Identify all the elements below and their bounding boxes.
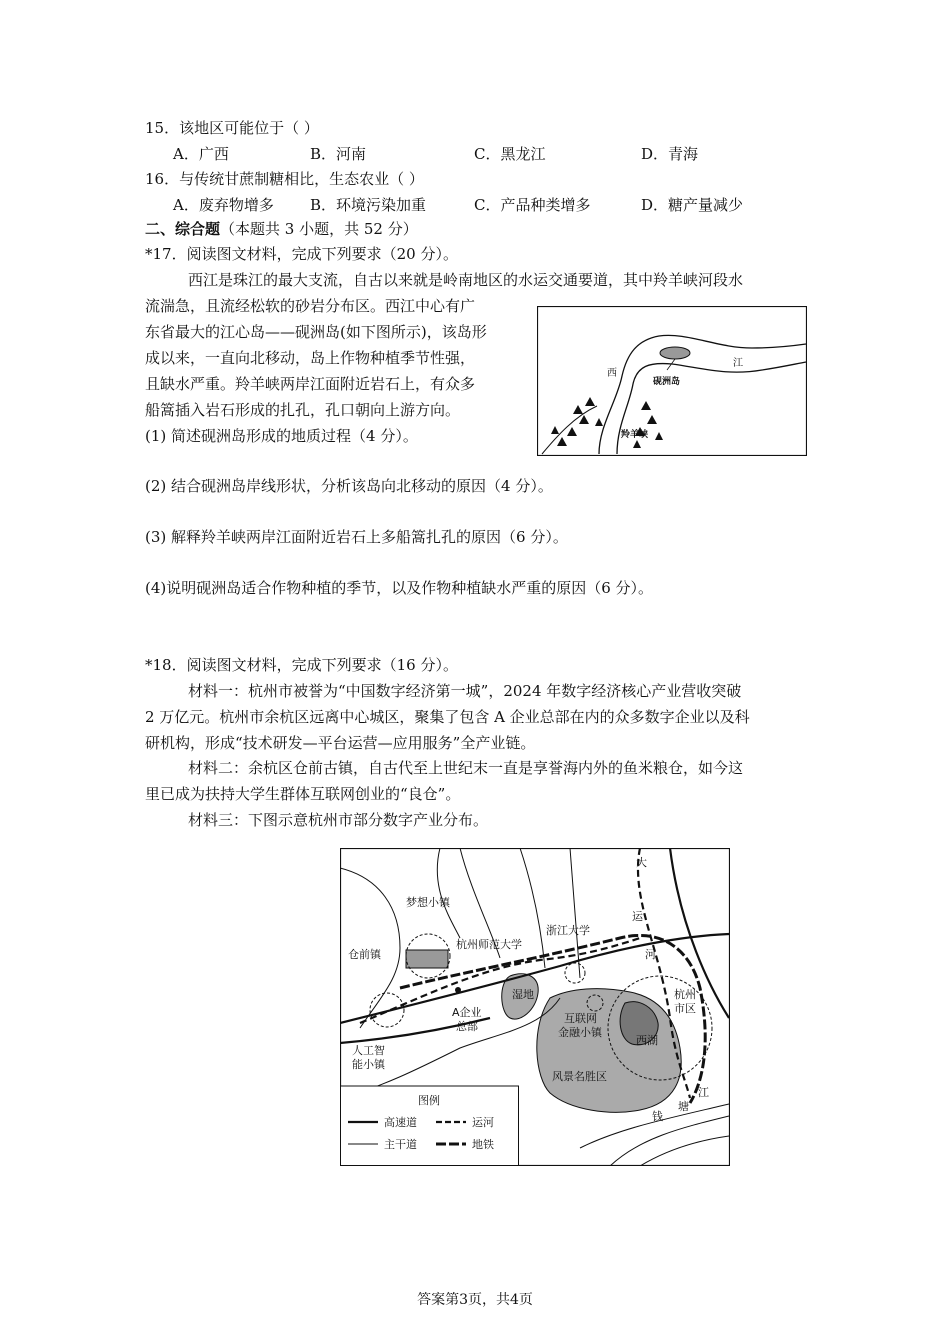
q17-sub3: (3) 解释羚羊峡两岸江面附近岩石上多船篙扎孔的原因（6 分）。 bbox=[145, 528, 568, 546]
label-west-lake: 西湖 bbox=[636, 1034, 658, 1047]
label-cangqian: 仓前镇 bbox=[348, 948, 381, 961]
q17-sub4: (4)说明砚洲岛适合作物种植的季节，以及作物种植缺水严重的原因（6 分）。 bbox=[145, 579, 654, 597]
canal-char: 运 bbox=[632, 910, 643, 923]
q18-material1-line: 研机构，形成“技术研发—平台运营—应用服务”全产业链。 bbox=[145, 734, 536, 752]
label-scenic: 风景名胜区 bbox=[552, 1070, 607, 1083]
section-note: （本题共 3 小题，共 52 分） bbox=[220, 220, 418, 238]
xijiang-map bbox=[537, 306, 807, 456]
q15-option-d: D．青海 bbox=[641, 145, 699, 163]
q16-option-b: B．环境污染加重 bbox=[310, 196, 427, 214]
q15-option-b: B．河南 bbox=[310, 145, 367, 163]
q17-text-line: 且缺水严重。羚羊峡两岸江面附近岩石上，有众多 bbox=[145, 375, 476, 393]
q17-text-line: 东省最大的江心岛——砚洲岛(如下图所示)，该岛形 bbox=[145, 323, 487, 341]
q17-sub1: (1) 简述砚洲岛形成的地质过程（4 分）。 bbox=[145, 427, 418, 445]
q15-stem: 15．该地区可能位于（ ） bbox=[145, 119, 319, 137]
label-fin-line1: 互联网 bbox=[564, 1012, 597, 1025]
label-normal-univ: 杭州师范大学 bbox=[456, 938, 522, 951]
q17-text-line: 成以来，一直向北移动，岛上作物种植季节性强， bbox=[145, 349, 476, 367]
hq-marker bbox=[455, 987, 461, 993]
q18-material2-line: 材料二：余杭区仓前古镇，自古代至上世纪末一直是享誉海内外的鱼米粮仓，如今这 bbox=[188, 759, 744, 777]
label-city-line2: 市区 bbox=[674, 1002, 696, 1015]
q17-text-line: 流湍急，且流经松软的砂岩分布区。西江中心有广 bbox=[145, 297, 476, 315]
hangzhou-map bbox=[340, 848, 730, 1166]
scenic-area-shape bbox=[537, 989, 681, 1113]
label-fin-line2: 金融小镇 bbox=[558, 1026, 602, 1039]
label-hq-line2: 总部 bbox=[456, 1020, 478, 1033]
qiantang-char: 江 bbox=[698, 1086, 709, 1099]
section-heading bbox=[145, 219, 418, 239]
canal-char: 河 bbox=[645, 948, 656, 961]
legend-metro: 地铁 bbox=[472, 1138, 494, 1151]
label-gorge: 羚羊峡 bbox=[621, 430, 649, 440]
q18-material1-line: 2 万亿元。杭州市余杭区远离中心城区，聚集了包含 A 企业总部在内的众多数字企业以及科 bbox=[145, 708, 750, 726]
q18-material3: 材料三：下图示意杭州市部分数字产业分布。 bbox=[188, 811, 489, 829]
label-ai-line1: 人工智 bbox=[352, 1044, 385, 1057]
label-xi: 西 bbox=[607, 368, 617, 379]
q16-option-d: D．糖产量减少 bbox=[641, 196, 744, 214]
label-hq-line1: A企业 bbox=[452, 1006, 482, 1019]
legend-main-road: 主干道 bbox=[384, 1138, 417, 1151]
page-footer: 答案第3页，共4页 bbox=[417, 1292, 533, 1308]
label-island: 砚洲岛 bbox=[653, 377, 681, 387]
canal-char: 大 bbox=[636, 856, 647, 869]
label-wetland: 湿地 bbox=[512, 988, 534, 1001]
q15-option-a: A．广西 bbox=[173, 145, 229, 163]
legend-title: 图例 bbox=[418, 1094, 440, 1107]
q18-material1-line: 材料一：杭州市被誉为“中国数字经济第一城”，2024 年数字经济核心产业营收突破 bbox=[188, 682, 742, 700]
label-city-line1: 杭州 bbox=[674, 988, 696, 1001]
dream-town-block bbox=[406, 950, 448, 968]
q15-option-c: C．黑龙江 bbox=[474, 145, 546, 163]
label-jiang: 江 bbox=[733, 358, 743, 369]
q17-text-line: 西江是珠江的最大支流，自古以来就是岭南地区的水运交通要道，其中羚羊峡河段水 bbox=[188, 271, 744, 289]
q18-stem: *18．阅读图文材料，完成下列要求（16 分）。 bbox=[145, 656, 458, 674]
q16-stem: 16．与传统甘蔗制糖相比，生态农业（ ） bbox=[145, 170, 424, 188]
label-dream-town: 梦想小镇 bbox=[406, 896, 450, 909]
q17-stem: *17．阅读图文材料，完成下列要求（20 分）。 bbox=[145, 245, 458, 263]
qiantang-char: 钱 bbox=[652, 1110, 663, 1123]
label-zju: 浙江大学 bbox=[546, 924, 590, 937]
q16-option-c: C．产品种类增多 bbox=[474, 196, 591, 214]
legend-canal: 运河 bbox=[472, 1116, 494, 1129]
label-ai-line2: 能小镇 bbox=[352, 1058, 385, 1071]
legend-highway: 高速道 bbox=[384, 1116, 417, 1129]
q17-sub2: (2) 结合砚洲岛岸线形状，分析该岛向北移动的原因（4 分）。 bbox=[145, 477, 553, 495]
island-shape bbox=[660, 347, 690, 359]
q17-text-line: 船篙插入岩石形成的扎孔，孔口朝向上游方向。 bbox=[145, 401, 461, 419]
q16-option-a: A．废弃物增多 bbox=[173, 196, 274, 214]
qiantang-char: 塘 bbox=[678, 1100, 689, 1113]
section-title: 二、综合题 bbox=[145, 220, 221, 238]
q18-material2-line: 里已成为扶持大学生群体互联网创业的“良仓”。 bbox=[145, 785, 461, 803]
map-legend bbox=[341, 1086, 519, 1166]
